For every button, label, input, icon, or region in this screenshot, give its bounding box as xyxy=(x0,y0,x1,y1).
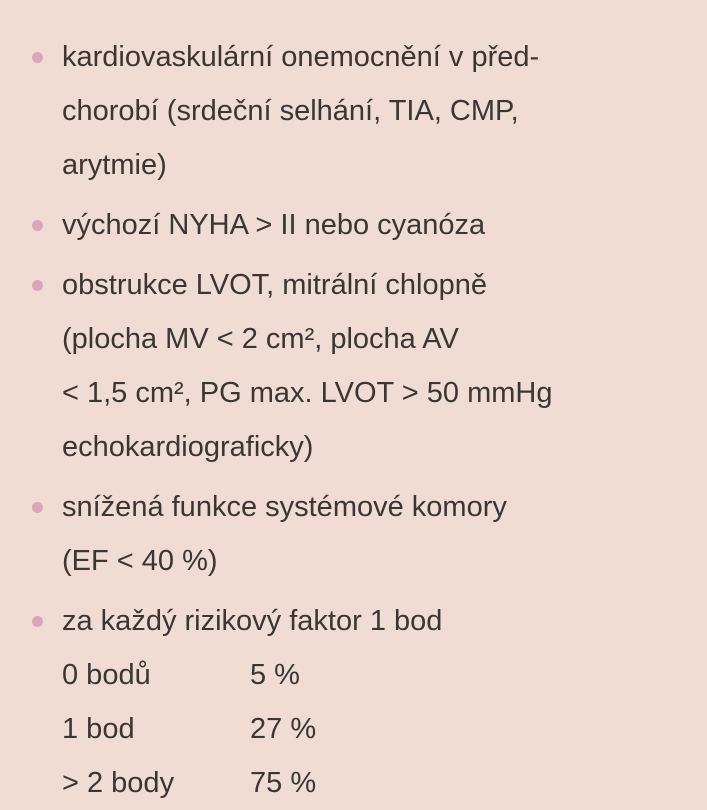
item-text-line: arytmie) xyxy=(62,149,167,181)
item-text-line: (plocha MV < 2 cm², plocha AV xyxy=(62,323,459,355)
list-item-cardiovascular-history xyxy=(30,30,667,192)
item-text-line: (EF < 40 %) xyxy=(62,545,218,577)
item-text-line: výchozí NYHA > II nebo cyanóza xyxy=(62,209,486,241)
item-text-line: < 1,5 cm², PG max. LVOT > 50 mmHg xyxy=(62,377,553,409)
item-text-line: kardiovaskulární onemocnění v před- xyxy=(62,41,540,73)
item-text-line: snížená funkce systémové komory xyxy=(62,491,507,523)
list-item-ventricle-function xyxy=(30,480,667,588)
item-text-line: chorobí (srdeční selhání, TIA, CMP, xyxy=(62,95,519,127)
bullet-icon xyxy=(32,220,43,231)
bullet-icon xyxy=(32,52,43,63)
score-label: 1 bod xyxy=(62,713,135,745)
score-row xyxy=(30,648,667,702)
item-text-line: za každý rizikový faktor 1 bod xyxy=(62,605,443,637)
list-item-score-rule xyxy=(30,594,667,648)
list-item-lvot-obstruction xyxy=(30,258,667,474)
score-label: 0 bodů xyxy=(62,659,151,691)
score-value: 5 % xyxy=(250,659,300,691)
bullet-icon xyxy=(32,502,43,513)
bullet-icon xyxy=(32,616,43,627)
list-item-nyha xyxy=(30,198,667,252)
score-value: 27 % xyxy=(250,713,317,745)
score-row xyxy=(30,756,667,810)
score-label: > 2 body xyxy=(62,767,175,799)
score-value: 75 % xyxy=(250,767,317,799)
item-text-line: obstrukce LVOT, mitrální chlopně xyxy=(62,269,487,301)
score-row xyxy=(30,702,667,756)
item-text-line: echokardiograficky) xyxy=(62,431,314,463)
bullet-icon xyxy=(32,280,43,291)
